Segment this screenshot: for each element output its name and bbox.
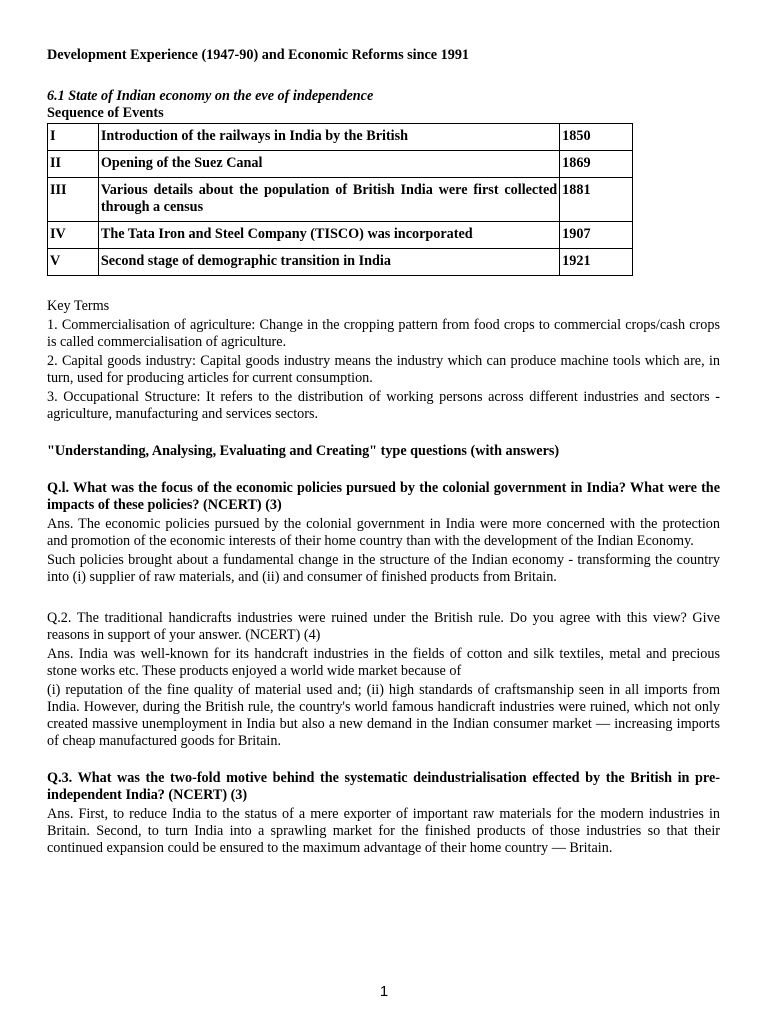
question-3: Q.3. What was the two-fold motive behind the systematic deindustrialisation effected by the British in pre-independent India? (NCERT) (3) [47, 770, 720, 803]
key-term: 1. Commercialisation of agriculture: Change in the cropping pattern from food crops to commercial crops/cash crops is called commercialisation of agriculture. [47, 317, 720, 350]
answer-paragraph: Ans. The economic policies pursued by the colonial government in India were more concerned with the protection and promotion of the economic interests of their home country than with the development of the Indian Economy. [47, 516, 720, 549]
event-year: 1907 [560, 222, 633, 249]
key-term: 3. Occupational Structure: It refers to the distribution of working persons across different industries and sectors - agriculture, manufacturing and services sectors. [47, 389, 720, 422]
answer-paragraph: Ans. India was well-known for its handcraft industries in the fields of cotton and silk textiles, metal and precious stone works etc. These products enjoyed a world wide market because of [47, 646, 720, 679]
table-row [48, 178, 633, 222]
key-terms-heading: Key Terms [47, 298, 110, 314]
event-number: II [48, 151, 99, 178]
event-description: Second stage of demographic transition in India [98, 249, 559, 276]
event-number: I [48, 124, 99, 151]
page-number: 1 [379, 983, 389, 1000]
events-table [47, 123, 633, 276]
table-row [48, 151, 633, 178]
key-term: 2. Capital goods industry: Capital goods industry means the industry which can produce machine tools which are, in turn, used for producing articles for current consumption. [47, 353, 720, 386]
questions-heading: "Understanding, Analysing, Evaluating and Creating" type questions (with answers) [47, 443, 560, 459]
event-description: Opening of the Suez Canal [98, 151, 559, 178]
document-title: Development Experience (1947-90) and Economic Reforms since 1991 [47, 47, 470, 63]
page-content [47, 47, 720, 859]
event-number: III [48, 178, 99, 222]
answer-paragraph: Ans. First, to reduce India to the status of a mere exporter of important raw materials for the modern industries in Britain. Second, to turn India into a sprawling market for the finished products of those industries so that their continued expansion could be ensured to the maximum advantage of their home country — Britain. [47, 806, 720, 856]
event-description: Introduction of the railways in India by the British [98, 124, 559, 151]
event-number: IV [48, 222, 99, 249]
answer-paragraph: Such policies brought about a fundamental change in the structure of the Indian economy - transforming the country into (i) supplier of raw materials, and (ii) and consumer of finished products from Britain. [47, 552, 720, 585]
table-row [48, 124, 633, 151]
section-title: 6.1 State of Indian economy on the eve of independence [47, 88, 374, 104]
event-description: Various details about the population of British India were first collected through a census [98, 178, 559, 222]
event-year: 1881 [560, 178, 633, 222]
table-row [48, 249, 633, 276]
event-year: 1850 [560, 124, 633, 151]
answer-paragraph: (i) reputation of the fine quality of material used and; (ii) high standards of craftsmanship seen in all imports from India. However, during the British rule, the country's world famous handicraft industries were ruined, which not only created massive unemployment in India but also a new demand in the Indian consumer market — increasing imports of cheap manufactured goods for Britain. [47, 682, 720, 749]
event-year: 1869 [560, 151, 633, 178]
question-2: Q.2. The traditional handicrafts industries were ruined under the British rule. Do you agree with this view? Give reasons in support of your answer. (NCERT) (4) [47, 610, 720, 643]
sequence-heading: Sequence of Events [47, 105, 164, 121]
event-number: V [48, 249, 99, 276]
table-row [48, 222, 633, 249]
event-description: The Tata Iron and Steel Company (TISCO) was incorporated [98, 222, 559, 249]
event-year: 1921 [560, 249, 633, 276]
question-1: Q.l. What was the focus of the economic policies pursued by the colonial government in India? What were the impacts of these policies? (NCERT) (3) [47, 480, 720, 513]
